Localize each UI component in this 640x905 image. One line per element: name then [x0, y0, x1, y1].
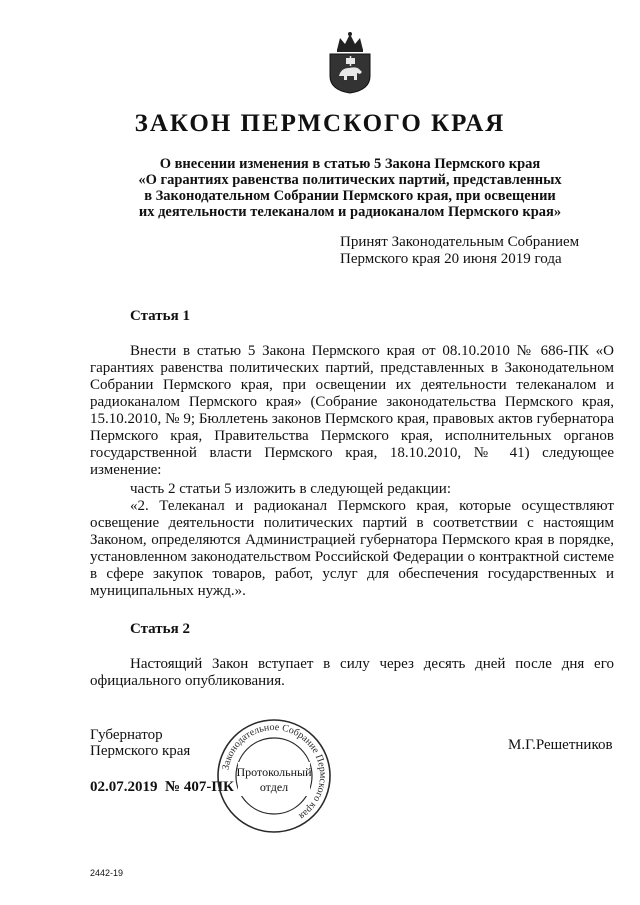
stamp-ring-text: Законодательное Собрание Пермского края: [220, 721, 329, 822]
law-subtitle: [110, 156, 590, 220]
subtitle-line: «О гарантиях равенства политических партий, представленных: [138, 172, 562, 188]
article-2-paragraph-1: Настоящий Закон вступает в силу через десять дней после дня его официального опубликования.: [90, 656, 614, 689]
subtitle-line: их деятельности телеканалом и радиоканалом Пермского края»: [138, 204, 562, 220]
article-1-paragraph-1: Внести в статью 5 Закона Пермского края от 08.10.2010 № 686-ПК «О гарантиях равенства политических партий, представленных в Законодательном Собрании Пермского края, при освещении их деятельности телеканалом и радиоканалом Пермского края» (Собрание законодательства Пермского края, 15.10.2010, № 9; Бюллетень законов Пермского края, правовых актов губернатора Пермского края, Правительства Пермского края, исполнительных органов государственной власти Пермского края, 18.10.2010, № 41) следующее изменение:: [90, 343, 614, 478]
subtitle-line: в Законодательном Собрании Пермского края, при освещении: [144, 188, 556, 204]
office-stamp: [216, 718, 332, 834]
article-1-heading: Статья 1: [130, 308, 190, 324]
law-title: ЗАКОН ПЕРМСКОГО КРАЯ: [134, 110, 506, 137]
article-1-paragraph-2: часть 2 статьи 5 изложить в следующей редакции:: [130, 481, 451, 497]
stamp-center-line: отдел: [259, 780, 289, 794]
stamp-center-line: Протокольный: [236, 765, 312, 779]
signatory-name: М.Г.Решетников: [508, 737, 613, 753]
adoption-note: [340, 234, 579, 268]
document-code: 2442-19: [90, 868, 124, 878]
position-line: Пермского края: [90, 743, 191, 759]
coat-of-arms-icon: [327, 30, 373, 94]
article-1-paragraph-3: «2. Телеканал и радиоканал Пермского края, которые осуществляют освещение деятельности политических партий в соответствии с настоящим Законом, определяются Администрацией губернатора Пермского края в порядке, установленном законодательством Российской Федерации о контрактной системе в сфере закупок товаров, работ, услуг для обеспечения государственных и муниципальных нужд.».: [90, 498, 614, 599]
adoption-line: Пермского края 20 июня 2019 года: [340, 251, 562, 267]
signatory-position: [90, 727, 190, 759]
adoption-line: Принят Законодательным Собранием: [340, 234, 580, 250]
position-line: Губернатор: [90, 727, 163, 743]
article-2-heading: Статья 2: [130, 621, 190, 637]
subtitle-line: О внесении изменения в статью 5 Закона Пермского края: [159, 156, 541, 172]
law-date-number: 02.07.2019 № 407-ПК: [90, 779, 234, 795]
